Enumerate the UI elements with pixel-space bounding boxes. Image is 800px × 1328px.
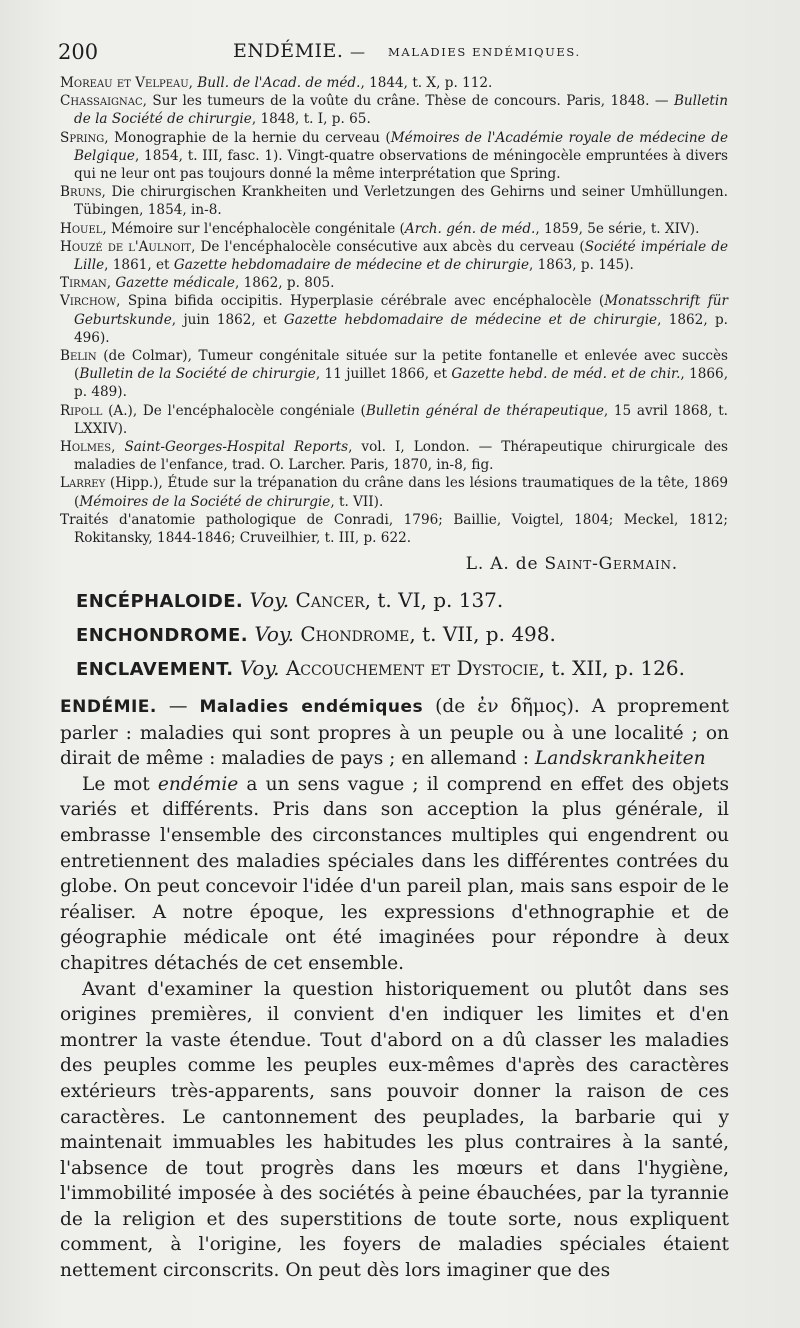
- bibliography-entry: [60, 238, 728, 274]
- running-head: [58, 36, 740, 66]
- entry-text: Monographie de la hernie du cerveau (: [108, 129, 391, 146]
- cross-reference: ENCHONDROME. Voy. Chondrome, t. VII, p. 498.: [76, 622, 556, 646]
- bibliography-entry: [60, 274, 728, 292]
- entry-title: Bulletin de la Société de chirurgie: [79, 366, 316, 383]
- entry-title: Monatsschrift für Geburtskunde: [74, 293, 728, 328]
- bibliography-entry: [60, 220, 728, 238]
- entry-title: Société impériale de Lille: [74, 238, 728, 274]
- greek-etymology: ἐν δῆμος: [477, 696, 567, 717]
- entry-text: , 15 avril 1868, t. LXXIV).: [74, 402, 728, 437]
- entry-author: Houel,: [60, 220, 107, 237]
- entry-author: Bruns,: [60, 184, 106, 201]
- entry-text: , 1863, p. 145).: [529, 257, 634, 274]
- bibliography-entry: [60, 402, 728, 438]
- entry-text: (A.), De l'encéphalocèle congéniale (: [102, 402, 366, 419]
- article-paragraph: Avant d'examiner la question historiquement ou plutôt dans ses origines premières, il convient d'en indiquer les limites et d'en montrer la vaste étendue. Tout d'abord on a dû classer les maladies des peuples comme les peuples eux-mêmes d'après des caractères extérieurs très-apparents, sans pouvoir donner la raison de ces caractères. Le cantonnement des peuplades, la barbarie qui y maintenait immuables les habitudes les plus contraires à la santé, l'absence de tout progrès dans les mœurs et dans l'hygiène, l'immobilité imposée à des sociétés à peine ébauchées, par la tyrannie de la religion et des superstitions de toute sorte, nous expliquent comment, à l'origine, les foyers de maladies spéciales étaient nettement circonscrits. On peut dès lors imaginer que des: [60, 978, 729, 1282]
- entry-text: , 1844, t. X, p. 112.: [360, 75, 493, 91]
- entry-author: Belin: [60, 348, 97, 365]
- entry-text: Traités d'anatomie pathologique de Conradi, 1796; Baillie, Voigtel, 1804; Meckel, 1812; Rokitansky, 1844-1846; Cruveilhier, t. III, p. 622.: [60, 511, 728, 547]
- article-subhead: Maladies endémiques: [199, 697, 424, 717]
- entry-author: Moreau et Velpeau,: [60, 75, 193, 91]
- entry-text: , 1854, t. III, fasc. 1). Vingt-quatre observations de méningocèle empruntées à divers qui ne leur ont pas toujours donné la même interprétation que Spring.: [74, 147, 728, 183]
- page-number: 200: [58, 40, 99, 64]
- entry-text: Spina bifida occipitis. Hyperplasie cérébrale avec encéphalocèle (: [120, 293, 605, 310]
- entry-title: Saint-Georges-Hospital Reports: [124, 439, 349, 456]
- bibliography-entry: [60, 511, 728, 547]
- entry-text: , 11 juillet 1866, et: [315, 366, 452, 383]
- entry-text: (Hipp.), Étude sur la trépanation du crâne dans les lésions traumatiques de la tête, 1869 (: [74, 475, 728, 510]
- bibliography: [60, 74, 728, 574]
- header-subtitle: MALADIES ENDÉMIQUES.: [388, 45, 581, 59]
- bibliography-entry: [60, 438, 728, 474]
- entry-title: Arch. gén. de méd.: [404, 220, 536, 237]
- entry-author: Larrey: [60, 475, 106, 492]
- entry-text: Mémoire sur l'encéphalocèle congénitale (: [106, 220, 405, 237]
- bibliography-entry: [60, 92, 728, 128]
- entry-text: , juin 1862, et: [171, 311, 284, 328]
- entry-text: Die chirurgischen Krankheiten und Verletzungen des Gehirns und seiner Umhüllungen. Tübingen, 1854, in-8.: [74, 184, 728, 219]
- entry-title: Bull. de l'Acad. de méd.: [197, 75, 361, 91]
- entry-title: Mémoires de la Société de chirurgie: [79, 493, 331, 510]
- entry-title: Gazette hebd. de méd. et de chir.: [451, 366, 681, 383]
- bibliography-entry: [60, 292, 728, 347]
- entry-title: Mémoires de l'Académie royale de médecine de Belgique: [74, 129, 728, 164]
- entry-author: Spring,: [60, 129, 109, 146]
- bibliography-entry: [60, 474, 728, 510]
- entry-title: Bulletin général de thérapeutique: [365, 402, 604, 419]
- entry-text: De l'encéphalocèle consécutive aux abcès du cerveau (: [195, 238, 585, 255]
- entry-author: Ripoll: [60, 402, 103, 419]
- entry-title: Bulletin de la Société de chirurgie: [74, 93, 728, 128]
- bibliography-entry: [60, 129, 728, 184]
- entry-text: , 1848, t. I, p. 65.: [251, 111, 371, 128]
- entry-title: Gazette hebdomadaire de médecine et de chirurgie: [173, 257, 529, 274]
- entry-title: Gazette hebdomadaire de médecine et de chirurgie: [283, 311, 658, 328]
- article-paragraph: Le mot endémie a un sens vague ; il comprend en effet des objets variés et différents. Pris dans son acception la plus générale, il embrasse l'ensemble des circonstances multiples qui engendrent ou entretiennent des maladies spéciales dans les différentes contrées du globe. On peut concevoir l'idée d'un pareil plan, mais sans espoir de le réaliser. A notre époque, les expressions d'ethnographie et de géographie médicale ont été imaginées pour répondre à deux chapitres détachés de cet ensemble.: [60, 773, 729, 974]
- bibliography-list: [60, 74, 728, 547]
- cross-reference: ENCLAVEMENT. Voy. Accouchement et Dystocie, t. XII, p. 126.: [76, 656, 685, 680]
- bibliography-entry: [60, 347, 728, 402]
- entry-text: Sur les tumeurs de la voûte du crâne. Thèse de concours. Paris, 1848. —: [146, 93, 674, 110]
- entry-author: Tirman,: [60, 275, 112, 292]
- cross-references: [76, 584, 736, 686]
- article-headword: ENDÉMIE.: [60, 697, 157, 717]
- entry-author: Houzé de l'Aulnoit,: [60, 238, 196, 255]
- entry-text: , t. VII).: [330, 493, 384, 510]
- author-signature: L. A. de Saint-Germain.: [465, 554, 678, 575]
- entry-text: , 1859, 5e série, t. XIV).: [535, 220, 700, 237]
- entry-author: Holmes,: [60, 439, 116, 456]
- cross-reference: ENCÉPHALOIDE. Voy. Cancer, t. VI, p. 137.: [76, 588, 504, 612]
- entry-title: Gazette médicale: [115, 275, 235, 292]
- article-intro: ENDÉMIE. — Maladies endémiques (de ἐν δῆμος). A proprement parler : maladies qui sont propres à un peuple ou à une localité ; on dirait de même : maladies de pays ; en allemand : Landskrankheiten: [60, 696, 730, 770]
- bibliography-entry: [60, 183, 728, 219]
- entry-text: , 1862, p. 496).: [74, 311, 729, 346]
- entry-text: , vol. I, London. — Thérapeutique chirurgicale des maladies de l'enfance, trad. O. Larcher. Paris, 1870, in-8, fig.: [74, 439, 729, 474]
- entry-text: , 1866, p. 489).: [74, 366, 729, 401]
- article-endemie: [60, 694, 729, 1284]
- entry-text: , 1862, p. 805.: [234, 275, 335, 292]
- entry-text: (de Colmar), Tumeur congénitale située sur la petite fontanelle et enlevée avec succès (: [74, 348, 728, 383]
- bibliography-entry: [60, 74, 728, 92]
- entry-text: , 1861, et: [104, 257, 174, 274]
- entry-author: Virchow,: [60, 293, 121, 310]
- header-title: ENDÉMIE. —: [233, 40, 366, 62]
- entry-author: Chassaignac,: [60, 93, 147, 110]
